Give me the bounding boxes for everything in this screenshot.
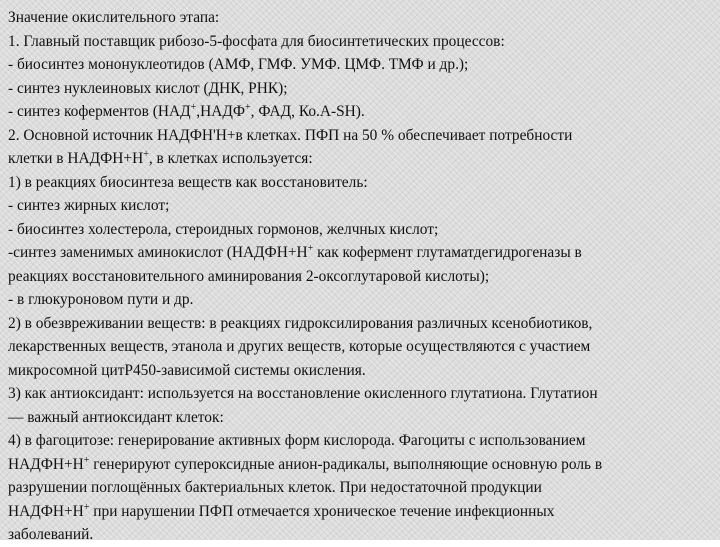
text-segment: - синтез жирных кислот; — [8, 197, 170, 214]
superscript-plus: + — [83, 501, 90, 513]
text-segment: - биосинтез мононуклеотидов (АМФ, ГМФ. УМФ. ЦМФ. ТМФ и др.); — [8, 56, 469, 73]
text-segment: генерируют супероксидные анион-радикалы, выполняющие основную роль в — [89, 455, 603, 473]
text-segment: микросомной цитР450-зависимой системы окисления. — [8, 361, 366, 379]
text-segment: заболеваний. — [8, 526, 94, 543]
text-line — [8, 476, 716, 500]
text-segment: - синтез коферментов (НАД — [8, 103, 191, 120]
text-segment: - в глюкуроновом пути и др. — [8, 291, 194, 308]
text-line — [8, 382, 716, 406]
superscript-plus: + — [307, 243, 314, 254]
text-segment: НАДФН+Н — [8, 502, 84, 520]
text-segment: Значение окислительного этапа: — [8, 9, 220, 26]
text-segment: реакциях восстановительного аминирования 2-оксоглутаровой кислоты); — [8, 267, 490, 285]
text-line — [8, 335, 716, 359]
text-segment: — важный антиоксидант клеток: — [8, 408, 224, 426]
slide-text-body — [8, 6, 716, 547]
text-segment: , ФАД, Ко.А-SH). — [250, 103, 365, 120]
text-line — [8, 500, 716, 524]
text-segment: 2) в обезвреживании веществ: в реакциях гидроксилирования различных ксенобиотиков, — [8, 314, 593, 332]
text-segment: клетки в НАДФН+Н — [8, 150, 144, 167]
text-line — [8, 241, 716, 265]
text-segment: при нарушении ПФП отмечается хроническое течение инфекционных — [89, 502, 555, 520]
text-line — [8, 265, 716, 289]
superscript-plus: + — [143, 149, 149, 160]
text-line — [8, 100, 716, 124]
text-line — [8, 6, 716, 30]
text-segment: 2. Основной источник НАДФН'Н+в клетках. ПФП на 50 % обеспечивает потребности — [8, 126, 573, 144]
text-segment: ,НАДФ — [196, 103, 245, 120]
text-segment: - биосинтез холестерола, стероидных гормонов, желчных кислот; — [8, 220, 439, 238]
text-line — [8, 429, 716, 453]
text-segment: как кофермент глутаматдегидрогеназы в — [313, 244, 582, 261]
text-segment: лекарственных веществ, этанола и других веществ, которые осуществляются с участием — [8, 338, 591, 355]
superscript-plus: + — [190, 102, 197, 113]
text-segment: -синтез заменимых аминокислот (НАДФН+Н — [8, 244, 308, 261]
superscript-plus: + — [83, 454, 90, 466]
text-line — [8, 53, 716, 77]
superscript-plus: + — [245, 102, 251, 113]
text-segment: , в клетках используется: — [148, 150, 313, 167]
text-line — [8, 147, 716, 171]
text-segment: 1. Главный поставщик рибозо-5-фосфата для биосинтетических процессов: — [8, 32, 505, 50]
text-segment: 3) как антиоксидант: используется на восстановление окисленного глутатиона. Глутатион — [8, 385, 598, 402]
text-line — [8, 312, 716, 336]
text-line — [8, 523, 716, 547]
text-line — [8, 359, 716, 383]
text-segment: НАДФН+Н — [8, 455, 84, 473]
text-segment: разрушении поглощённых бактериальных клеток. При недостаточной продукции — [8, 479, 542, 496]
text-segment: 4) в фагоцитозе: генерирование активных форм кислорода. Фагоциты с использованием — [8, 432, 586, 449]
text-segment: - синтез нуклеиновых кислот (ДНК, РНК); — [8, 79, 288, 97]
text-line — [8, 453, 716, 477]
text-line — [8, 171, 716, 195]
text-line — [8, 406, 716, 430]
text-segment: 1) в реакциях биосинтеза веществ как восстановитель: — [8, 173, 368, 191]
text-line — [8, 288, 716, 312]
text-line — [8, 124, 716, 148]
text-line — [8, 218, 716, 242]
text-line — [8, 194, 716, 218]
text-line — [8, 30, 716, 54]
text-line — [8, 77, 716, 101]
